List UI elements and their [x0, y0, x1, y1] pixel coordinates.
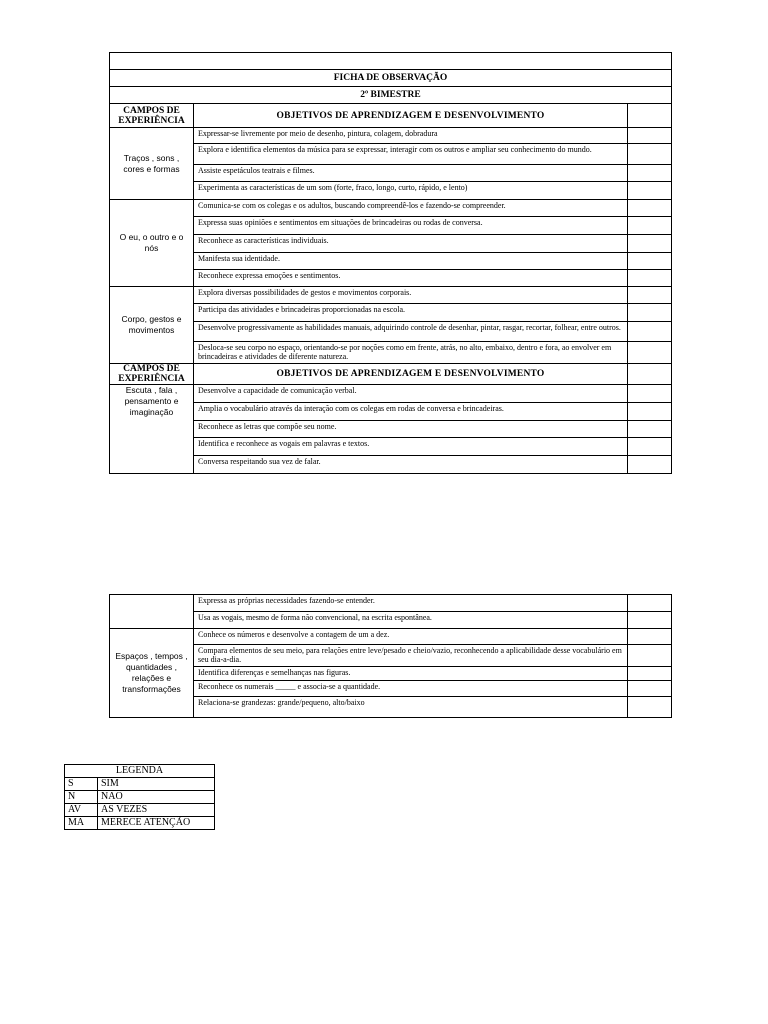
objective-text: Reconhece as características individuais.: [194, 235, 628, 253]
objective-row: [110, 645, 672, 667]
objective-row: [110, 144, 672, 165]
objective-text: Desenvolve a capacidade de comunicação verbal.: [194, 385, 628, 403]
legend-label: MERECE ATENÇÃO: [98, 817, 215, 830]
objective-row: [110, 629, 672, 645]
sheet-period: 2º BIMESTRE: [110, 87, 672, 104]
campo-label: Corpo, gestos e movimentos: [110, 287, 194, 364]
objective-text: Amplia o vocabulário através da interação com os colegas em rodas de conversa e brincadeiras.: [194, 403, 628, 421]
mark-cell[interactable]: [628, 421, 672, 438]
mark-cell[interactable]: [628, 165, 672, 182]
objective-row: [110, 456, 672, 474]
objective-row: [110, 253, 672, 270]
mark-cell[interactable]: [628, 595, 672, 612]
mark-cell[interactable]: [628, 403, 672, 421]
objective-text: Desloca-se seu corpo no espaço, orientando-se por noções como em frente, atrás, no alto, embaixo, dentro e fora, ao envolver em brincadeiras e atividades de diferente natureza.: [194, 342, 628, 364]
legend-key: N: [65, 791, 98, 804]
objective-text: Identifica e reconhece as vogais em palavras e textos.: [194, 438, 628, 456]
legend-key: AV: [65, 804, 98, 817]
legend-title-row: [65, 765, 215, 778]
objective-row: [110, 200, 672, 217]
objective-text: Reconhece expressa emoções e sentimentos.: [194, 270, 628, 287]
objective-row: [110, 128, 672, 144]
legend-key: S: [65, 778, 98, 791]
objective-text: Expressa as próprias necessidades fazendo-se entender.: [194, 595, 628, 612]
objective-text: Expressar-se livremente por meio de desenho, pintura, colagem, dobradura: [194, 128, 628, 144]
campo-label: O eu, o outro e o nós: [110, 200, 194, 287]
header-campos: CAMPOS DE EXPERIÊNCIA: [110, 104, 194, 128]
legend-row: [65, 817, 215, 830]
objective-text: Compara elementos de seu meio, para relações entre leve/pesado e cheio/vazio, reconhecendo a aplicabilidade desse vocabulário em seu dia-a-dia.: [194, 645, 628, 667]
mark-cell[interactable]: [628, 200, 672, 217]
mark-cell[interactable]: [628, 667, 672, 681]
objective-row: [110, 322, 672, 342]
blank-top-row: [110, 53, 672, 70]
objective-text: Usa as vogais, mesmo de forma não convencional, na escrita espontânea.: [194, 612, 628, 629]
campo-label: Traços , sons , cores e formas: [110, 128, 194, 200]
campo-label: Espaços , tempos , quantidades , relações e transformações: [110, 629, 194, 718]
legend-label: AS VEZES: [98, 804, 215, 817]
mark-cell[interactable]: [628, 612, 672, 629]
objective-text: Comunica-se com os colegas e os adultos, buscando compreendê-los e fazendo-se compreender.: [194, 200, 628, 217]
objective-text: Reconhece os numerais _____ e associa-se a quantidade.: [194, 681, 628, 697]
header-check-cell: [628, 364, 672, 385]
mark-cell[interactable]: [628, 235, 672, 253]
objective-text: Expressa suas opiniões e sentimentos em situações de brincadeiras ou rodas de conversa.: [194, 217, 628, 235]
header-check-cell: [628, 104, 672, 128]
objective-text: Conversa respeitando sua vez de falar.: [194, 456, 628, 474]
legend-label: NAO: [98, 791, 215, 804]
header-campos: CAMPOS DE EXPERIÊNCIA: [110, 364, 194, 385]
objective-row: [110, 421, 672, 438]
objective-row: [110, 235, 672, 253]
observation-table-continued: [109, 594, 672, 718]
objective-row: [110, 681, 672, 697]
objective-row: [110, 612, 672, 629]
mark-cell[interactable]: [628, 697, 672, 718]
objective-row: [110, 165, 672, 182]
objective-row: [110, 667, 672, 681]
period-row: [110, 87, 672, 104]
objective-row: [110, 342, 672, 364]
blank-cell: [110, 53, 672, 70]
mark-cell[interactable]: [628, 217, 672, 235]
observation-table: [109, 52, 672, 474]
legend-table: [64, 764, 215, 830]
mark-cell[interactable]: [628, 128, 672, 144]
mark-cell[interactable]: [628, 144, 672, 165]
objective-row: [110, 595, 672, 612]
objective-row: [110, 217, 672, 235]
objective-row: [110, 697, 672, 718]
objective-text: Identifica diferenças e semelhanças nas figuras.: [194, 667, 628, 681]
mark-cell[interactable]: [628, 342, 672, 364]
objective-row: [110, 182, 672, 200]
objective-row: [110, 438, 672, 456]
objective-text: Experimenta as características de um som (forte, fraco, longo, curto, rápido, e lento): [194, 182, 628, 200]
header-objetivos: OBJETIVOS DE APRENDIZAGEM E DESENVOLVIMENTO: [194, 104, 628, 128]
objective-row: [110, 403, 672, 421]
objective-row: [110, 287, 672, 304]
legend-title: LEGENDA: [65, 765, 215, 778]
campo-empty: [110, 595, 194, 629]
mark-cell[interactable]: [628, 287, 672, 304]
mark-cell[interactable]: [628, 645, 672, 667]
mark-cell[interactable]: [628, 629, 672, 645]
legend-key: MA: [65, 817, 98, 830]
objective-text: Assiste espetáculos teatrais e filmes.: [194, 165, 628, 182]
mark-cell[interactable]: [628, 304, 672, 322]
mark-cell[interactable]: [628, 385, 672, 403]
campo-label: Escuta , fala , pensamento e imaginação: [110, 385, 194, 474]
legend-row: [65, 791, 215, 804]
mark-cell[interactable]: [628, 438, 672, 456]
column-header-row: [110, 104, 672, 128]
objective-text: Manifesta sua identidade.: [194, 253, 628, 270]
mark-cell[interactable]: [628, 253, 672, 270]
objective-text: Participa das atividades e brincadeiras proporcionadas na escola.: [194, 304, 628, 322]
objective-text: Desenvolve progressivamente as habilidades manuais, adquirindo controle de desenhar, pintar, rasgar, recortar, folhear, entre outros.: [194, 322, 628, 342]
mark-cell[interactable]: [628, 456, 672, 474]
objective-row: [110, 270, 672, 287]
header-objetivos: OBJETIVOS DE APRENDIZAGEM E DESENVOLVIMENTO: [194, 364, 628, 385]
sheet-title: FICHA DE OBSERVAÇÃO: [110, 70, 672, 87]
mark-cell[interactable]: [628, 270, 672, 287]
column-header-row: [110, 364, 672, 385]
legend-row: [65, 804, 215, 817]
legend-label: SIM: [98, 778, 215, 791]
objective-row: [110, 304, 672, 322]
objective-row: [110, 385, 672, 403]
objective-text: Relaciona-se grandezas: grande/pequeno, alto/baixo: [194, 697, 628, 718]
mark-cell[interactable]: [628, 681, 672, 697]
title-row: [110, 70, 672, 87]
objective-text: Reconhece as letras que compõe seu nome.: [194, 421, 628, 438]
legend-row: [65, 778, 215, 791]
objective-text: Explora e identifica elementos da música para se expressar, interagir com os outros e ampliar seu conhecimento do mundo.: [194, 144, 628, 165]
mark-cell[interactable]: [628, 322, 672, 342]
mark-cell[interactable]: [628, 182, 672, 200]
objective-text: Conhece os números e desenvolve a contagem de um a dez.: [194, 629, 628, 645]
objective-text: Explora diversas possibilidades de gestos e movimentos corporais.: [194, 287, 628, 304]
